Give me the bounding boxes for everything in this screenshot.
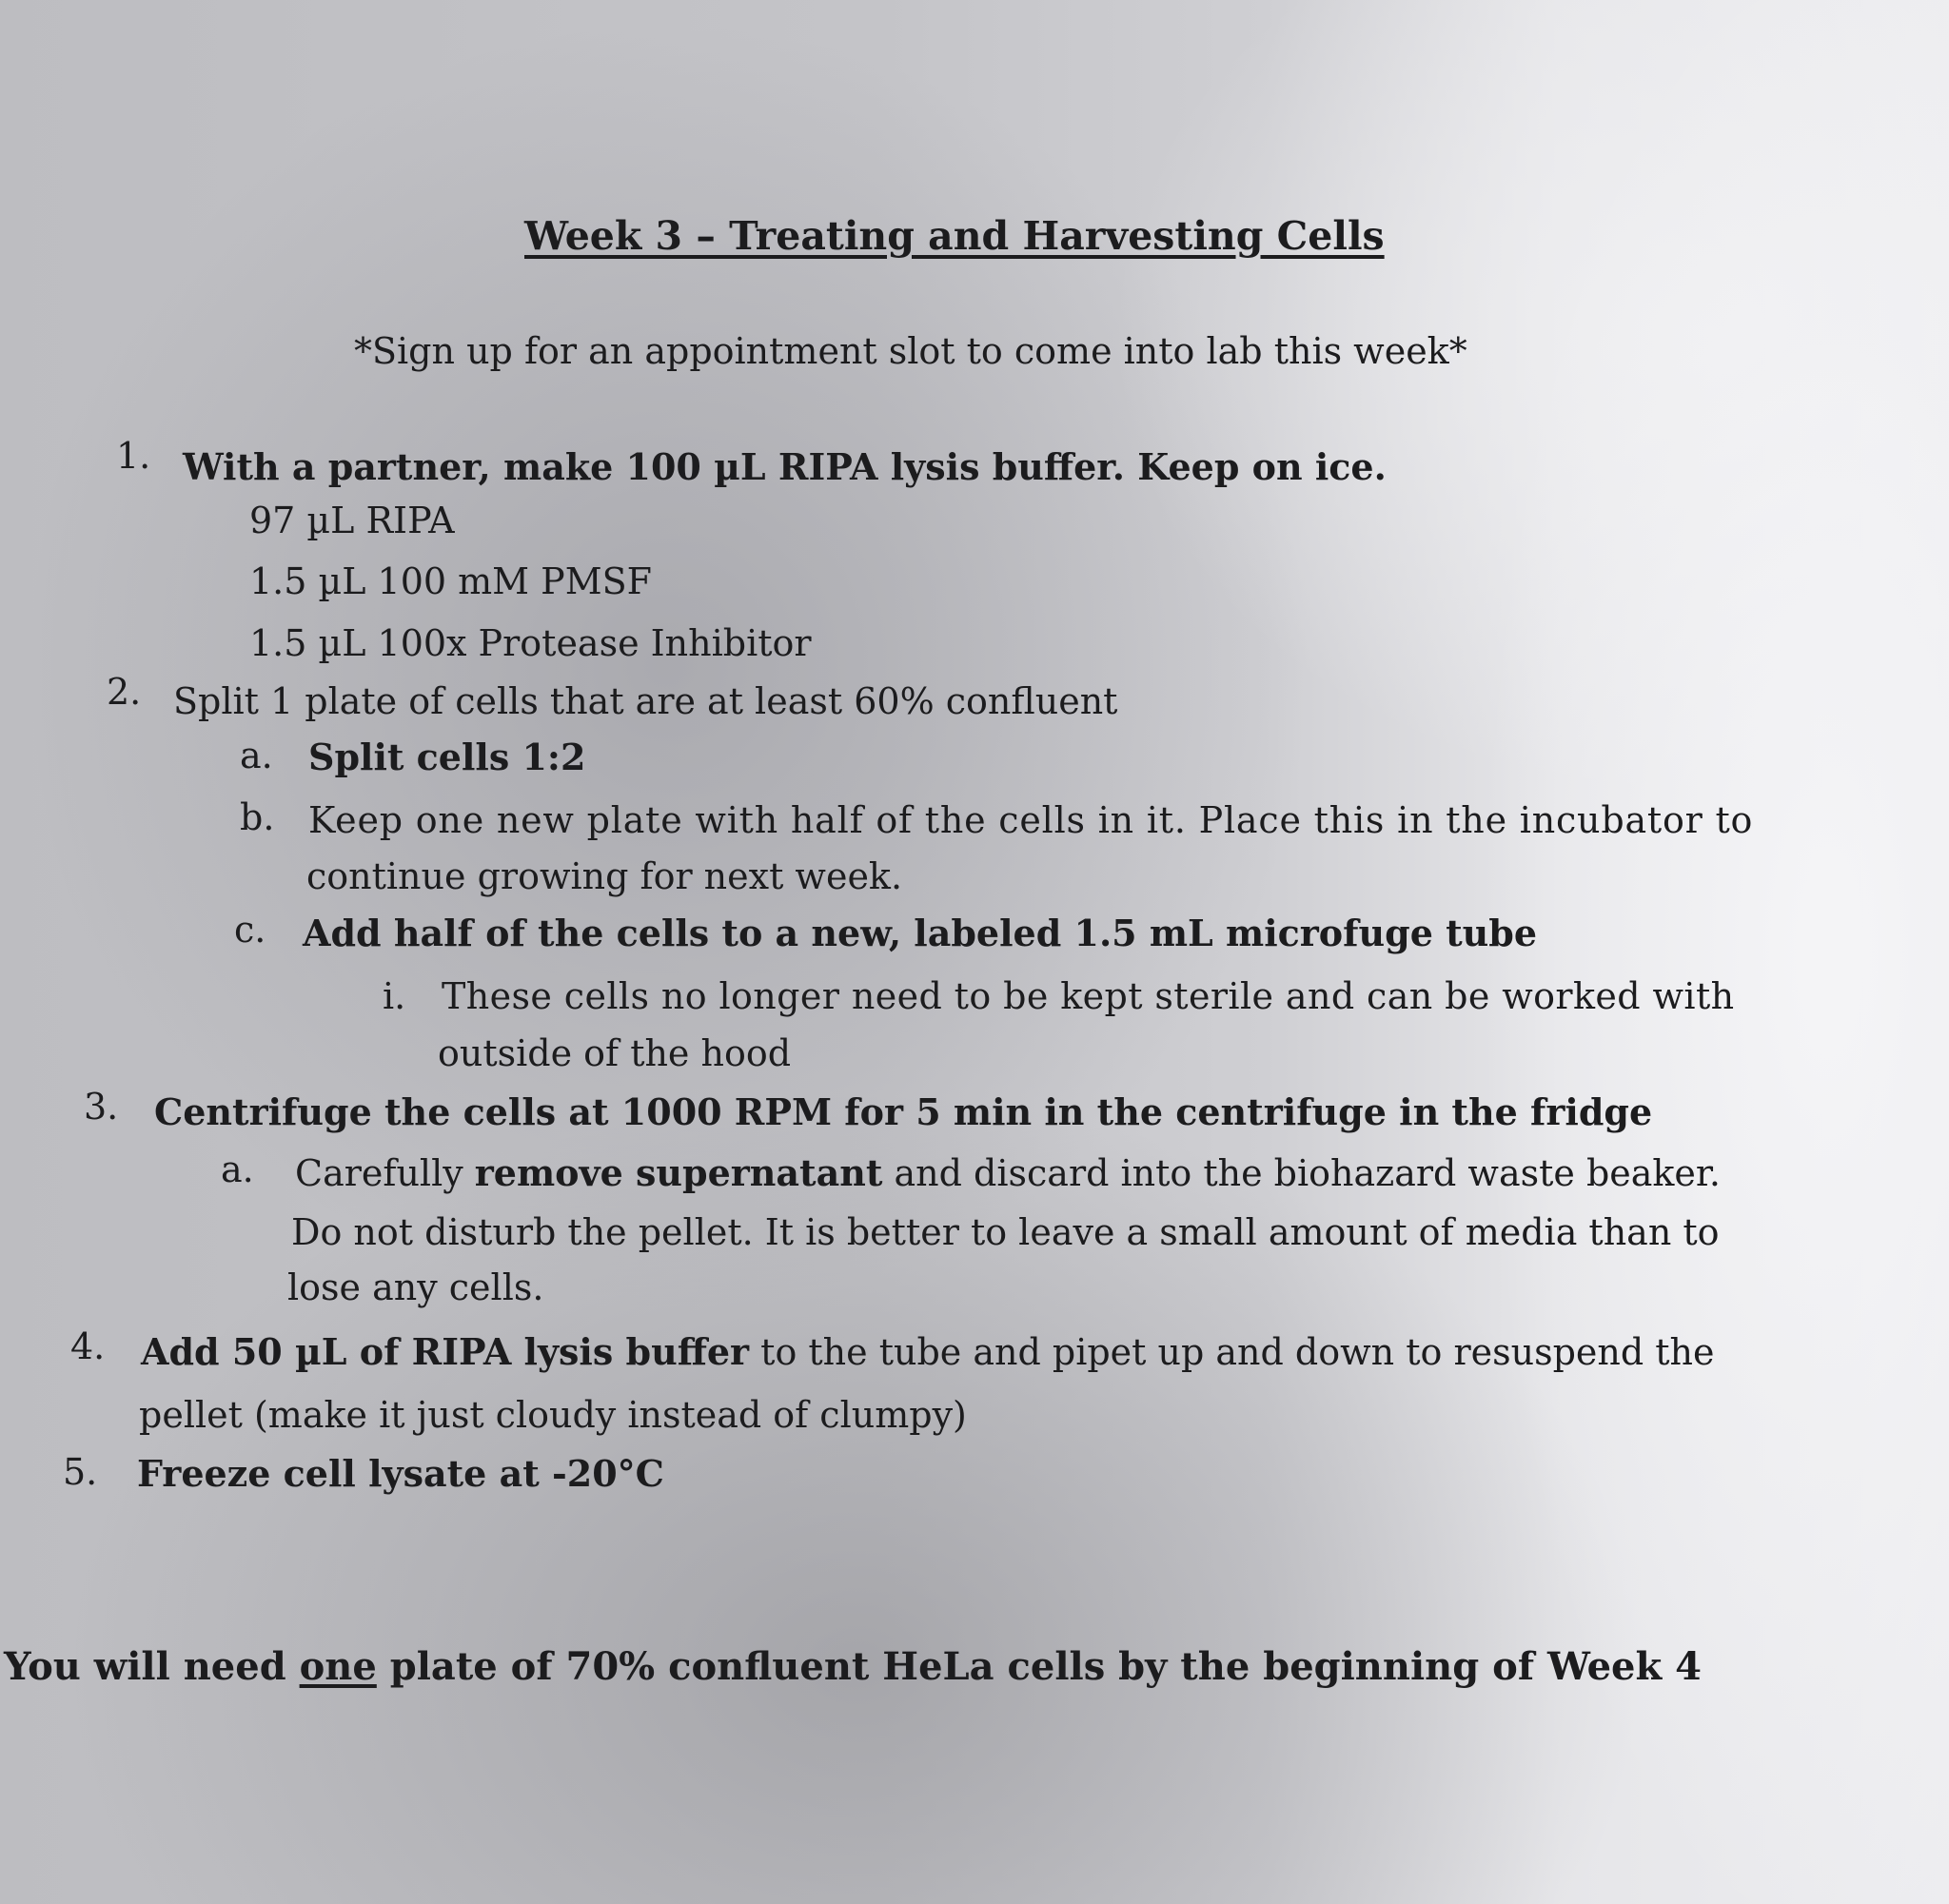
- footer-requirement: You will need one plate of 70% confluent HeLa cells by the beginning of Week 4: [4, 1644, 1702, 1689]
- step-2-number: 2.: [107, 671, 142, 713]
- step-1-number: 1.: [116, 435, 151, 477]
- step-3-number: 3.: [84, 1086, 119, 1128]
- step-3a-line-1: Carefully remove supernatant and discard into the biohazard waste beaker.: [295, 1151, 1721, 1194]
- step-3a-label: a.: [221, 1148, 254, 1190]
- step-5-number: 5.: [63, 1451, 98, 1493]
- step-2c-label: c.: [234, 909, 266, 951]
- step-4-number: 4.: [70, 1325, 106, 1367]
- step-3a-line-2: Do not disturb the pellet. It is better to leave a small amount of media than to: [291, 1211, 1720, 1253]
- step-3-text: Centrifuge the cells at 1000 RPM for 5 min in the centrifuge in the fridge: [154, 1090, 1653, 1133]
- page-title: Week 3 – Treating and Harvesting Cells: [524, 213, 1385, 259]
- step-2ci-label: i.: [383, 975, 406, 1017]
- underlined-word: one: [299, 1644, 377, 1689]
- step-2b-line-2: continue growing for next week.: [306, 855, 903, 897]
- step-3a-line-3: lose any cells.: [287, 1266, 544, 1308]
- appointment-note: *Sign up for an appointment slot to come into lab this week*: [354, 330, 1467, 372]
- step-2b-label: b.: [240, 796, 275, 838]
- step-2ci-line-1: These cells no longer need to be kept sterile and can be worked with: [442, 975, 1735, 1017]
- step-2b-line-1: Keep one new plate with half of the cells in it. Place this in the incubator to: [308, 799, 1754, 841]
- step-4-line-2: pellet (make it just cloudy instead of clumpy): [139, 1394, 967, 1436]
- step-2a-label: a.: [240, 735, 273, 776]
- step-1-text: With a partner, make 100 µL RIPA lysis buffer. Keep on ice.: [183, 445, 1387, 488]
- step-2a-text: Split cells 1:2: [308, 736, 586, 778]
- step-2c-text: Add half of the cells to a new, labeled 1.5 mL microfuge tube: [303, 912, 1538, 954]
- ingredient-3: 1.5 µL 100x Protease Inhibitor: [249, 622, 812, 664]
- step-5-text: Freeze cell lysate at -20°C: [137, 1452, 664, 1495]
- ingredient-2: 1.5 µL 100 mM PMSF: [249, 560, 653, 602]
- step-2-text: Split 1 plate of cells that are at least 60% confluent: [173, 680, 1118, 722]
- step-2ci-line-2: outside of the hood: [438, 1032, 792, 1074]
- ingredient-1: 97 µL RIPA: [249, 500, 455, 541]
- step-4-line-1: Add 50 µL of RIPA lysis buffer to the tube and pipet up and down to resuspend the: [141, 1330, 1715, 1373]
